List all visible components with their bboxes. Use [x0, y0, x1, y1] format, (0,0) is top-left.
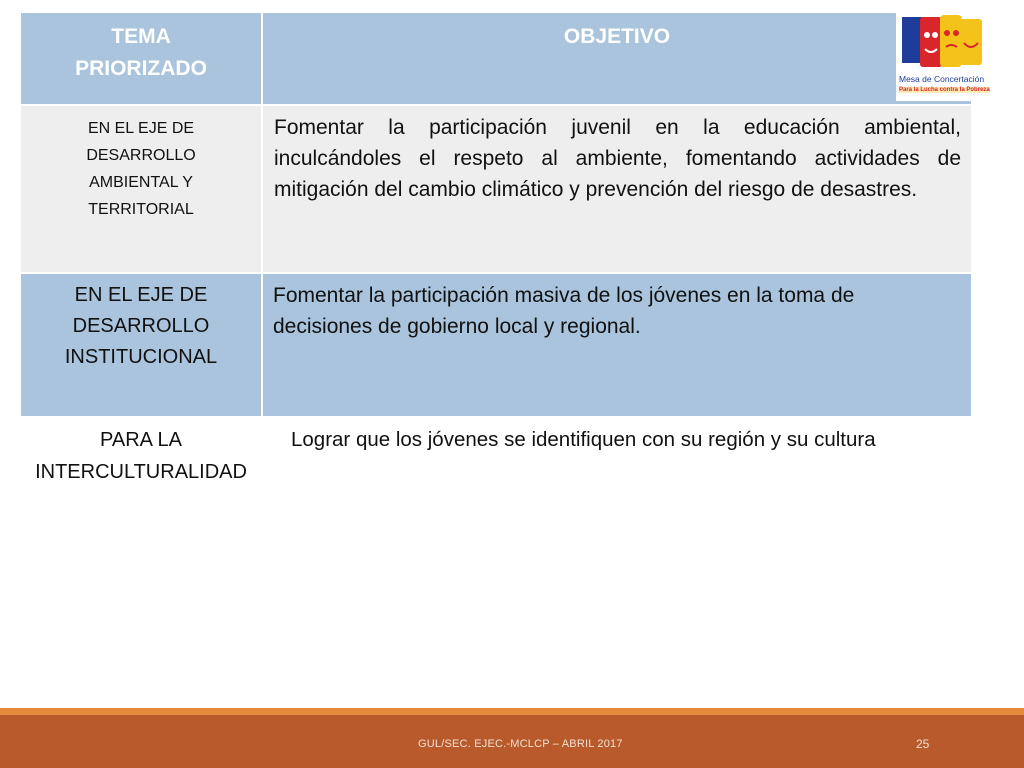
row1-topic-cell	[21, 106, 261, 272]
header-objective: OBJETIVO	[563, 25, 671, 48]
row2-objective-cell	[263, 274, 971, 416]
logo-tagline: Para la Lucha contra la Pobreza	[899, 87, 990, 93]
row1-objective: Fomentar la participación juvenil en la educación ambiental, inculcándoles el respeto al ambiente, fomentando actividades de mitigación del cambio climático y prevención del riesgo de desastres.	[274, 116, 961, 201]
footer-accent-line	[0, 708, 1024, 715]
header-topic-cell	[21, 13, 261, 104]
row3-topic: PARA LA INTERCULTURALIDAD	[35, 429, 247, 483]
row3-objective: Lograr que los jóvenes se identifiquen con su región y su cultura	[291, 428, 876, 451]
row1-topic: EN EL EJE DE DESARROLLO AMBIENTAL Y TERRITORIAL	[86, 120, 196, 218]
row1-objective-cell	[263, 106, 971, 272]
row2-topic-cell	[21, 274, 261, 416]
logo-name: Mesa de Concertación	[899, 74, 985, 84]
row2-objective: Fomentar la participación masiva de los jóvenes en la toma de decisiones de gobierno local y regional.	[273, 284, 855, 338]
footer-text: GUL/SEC. EJEC.-MCLCP – ABRIL 2017	[418, 738, 623, 750]
mesa-concertacion-logo	[896, 13, 990, 101]
row3-topic-cell	[21, 420, 261, 490]
row2-topic: EN EL EJE DE DESARROLLO INSTITUCIONAL	[64, 284, 218, 368]
row3-objective-cell	[263, 420, 971, 460]
header-objective-cell	[263, 13, 971, 104]
footer-bar	[0, 715, 1024, 768]
header-topic: TEMA PRIORIZADO	[75, 25, 207, 80]
page-number: 25	[916, 737, 930, 751]
